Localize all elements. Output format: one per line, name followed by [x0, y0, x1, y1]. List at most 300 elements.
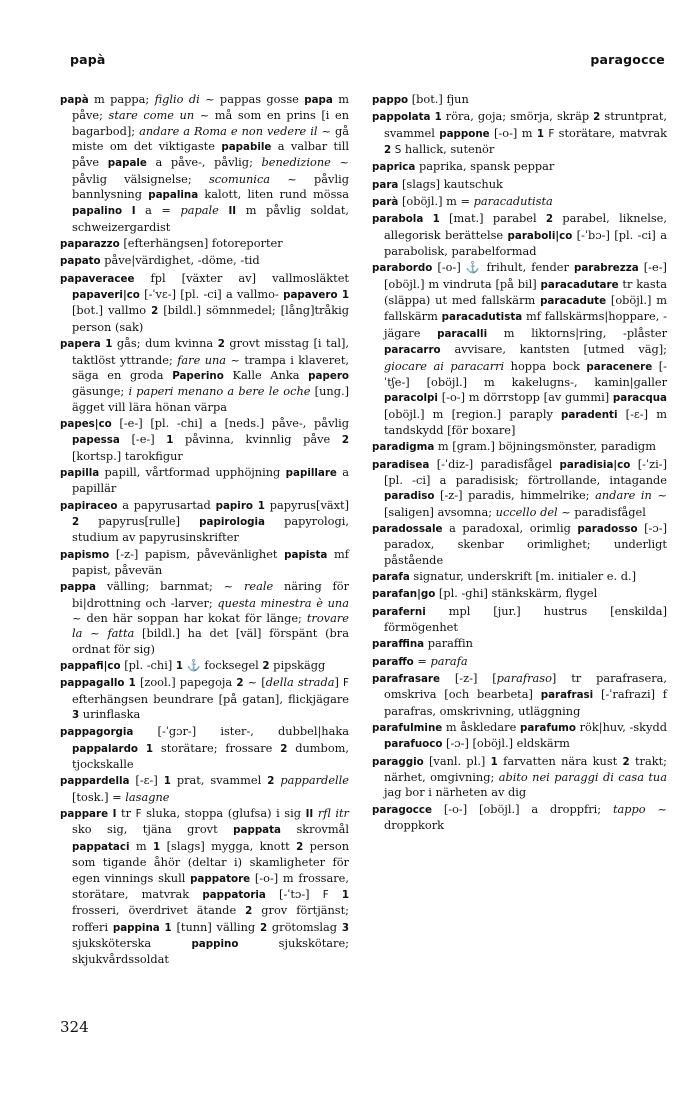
headword: pappardella — [60, 775, 130, 788]
headword: papes|co — [60, 417, 112, 430]
headword: para — [372, 178, 399, 191]
definition-text: gäsunge; — [72, 384, 129, 399]
definition-text: papyrus[rulle] — [79, 513, 200, 528]
definition-text: sko sig, tjäna grovt — [72, 822, 234, 837]
definition-text: [-o-] m frossare, storätare, matvrak — [72, 870, 349, 901]
dictionary-entry — [372, 194, 667, 210]
dictionary-entry — [60, 547, 349, 579]
definition-text: signatur, underskrift [m. initialer e. d.] — [409, 568, 637, 583]
dictionary-entry — [60, 724, 349, 772]
dictionary-entry — [60, 416, 349, 464]
headword: paraboli|co — [507, 229, 573, 242]
headword: paradisea — [372, 458, 430, 471]
headword: paraffina — [372, 638, 425, 651]
definition-text: [-ˈvɛ-] [pl. -ci] a vallmo- — [139, 287, 284, 302]
definition-text — [329, 887, 342, 901]
headword: parà — [372, 196, 399, 209]
example-phrase: fare una — [177, 352, 227, 367]
headword: papiro — [215, 499, 253, 512]
headword: parafumo — [520, 722, 576, 735]
definition-text: välling; barnmat; ~ — [96, 579, 244, 594]
dictionary-entry — [372, 521, 667, 568]
sense-number: 1 — [257, 499, 265, 512]
definition-text: mf papist, påvevän — [72, 546, 350, 577]
definition-text: prat, svammel — [170, 773, 268, 788]
headword: papismo — [60, 548, 110, 561]
headword: paracenere — [586, 360, 653, 373]
headword: paraferni — [372, 605, 426, 618]
headword: paragocce — [372, 803, 432, 816]
definition-text: paraffin — [424, 636, 473, 651]
definition-text: [zool.] papegoja — [135, 675, 237, 690]
usage-label: F — [322, 888, 329, 901]
definition-text: pipskägg — [269, 658, 326, 673]
sense-number: 2 — [151, 305, 159, 318]
definition-text: grötomslag — [267, 919, 342, 934]
dictionary-entry — [372, 654, 667, 670]
headword: papavero — [283, 289, 338, 302]
definition-text: m åskledare — [442, 720, 520, 735]
dictionary-entry — [372, 109, 667, 158]
definition-text: m pappa; — [88, 92, 155, 106]
definition-text: a = — [135, 203, 181, 218]
headword: papiraceo — [60, 499, 118, 512]
definition-text — [122, 203, 132, 217]
headword: papessa — [72, 434, 120, 447]
definition-text: ~ — [82, 626, 108, 641]
dictionary-entry — [372, 92, 667, 108]
definition-text: [bildl.] ha det [väl] förspänt (bra ordnat för sig) — [72, 626, 349, 656]
headword: papera — [60, 338, 101, 351]
sense-number: 1 — [105, 338, 113, 351]
definition-text: [bot.] fjun — [408, 92, 469, 106]
headword: parafrasare — [372, 673, 440, 686]
definition-text: tr kasta (släppa) ut med fallskärm — [384, 276, 667, 308]
sense-number: 1 — [536, 127, 544, 140]
example-phrase: paracadutista — [473, 194, 553, 209]
definition-text: ~ påvlig bannlysning — [72, 171, 349, 202]
headword: paradigma — [372, 441, 435, 454]
example-phrase: della strada — [265, 675, 335, 690]
definition-text: [tosk.] = — [72, 789, 126, 804]
dictionary-entry — [372, 720, 667, 753]
headword: papillare — [285, 466, 337, 479]
example-phrase: andare in — [595, 488, 652, 503]
usage-label: F — [343, 677, 349, 690]
definition-text: urinflaska — [79, 707, 141, 722]
definition-text: [-ɛ-] — [129, 773, 164, 788]
headword: paprica — [372, 161, 416, 174]
sense-number: 1 — [175, 660, 184, 673]
definition-text: ⚓ focksegel — [183, 658, 263, 673]
sense-number: 1 — [164, 921, 172, 934]
definition-text: fpl [växter av] vallmosläktet — [134, 270, 349, 285]
example-phrase: reale — [243, 579, 274, 594]
usage-label: F — [135, 808, 142, 821]
sense-number: 2 — [236, 677, 244, 690]
dictionary-entry — [372, 569, 667, 585]
headword: pappa — [60, 581, 97, 594]
headword: papirologia — [199, 515, 265, 528]
sense-number: 1 — [490, 755, 498, 768]
headword: paradiso — [384, 490, 435, 503]
definition-text: m [gram.] böjningsmönster, paradigm — [434, 439, 656, 454]
example-phrase: lasagne — [125, 789, 170, 804]
definition-text: [-e-] [pl. -chi] a [neds.] påve-, påvlig — [111, 415, 349, 430]
definition-text: m liktorns|ring, -plåster — [487, 325, 667, 340]
definition-text: [-o-] [oböjl.] a droppfri; — [431, 801, 613, 816]
headword: paracalli — [437, 327, 488, 340]
example-phrase: stare come un — [108, 108, 195, 123]
definition-text: hallick, sutenör — [401, 142, 495, 157]
dictionary-entry — [372, 159, 667, 175]
definition-text: [oböjl.] m = — [398, 194, 474, 209]
headword: pappolata — [372, 111, 431, 124]
dictionary-entry — [372, 802, 667, 834]
headword: parafa — [372, 570, 410, 583]
definition-text: [-ˈtʃe-] [oböjl.] m kakelugns-, kamin|galler — [384, 358, 667, 389]
headword: Paperino — [172, 369, 224, 382]
headword: paparazzo — [60, 238, 120, 251]
sense-number: 1 — [145, 742, 154, 755]
headword: pappino — [191, 937, 239, 950]
headword: parafulmine — [372, 722, 443, 735]
definition-text: [mat.] parabel — [439, 211, 546, 226]
headword: papa — [304, 94, 333, 106]
definition-text — [423, 211, 432, 225]
dictionary-entry — [60, 236, 349, 252]
definition-text: [-o-] ⚓ frihult, fender — [432, 260, 574, 275]
dictionary-entry — [60, 465, 349, 497]
definition-text: kalott, liten rund mössa — [198, 187, 349, 202]
definition-text: parabel, liknelse, allegorisk berättelse — [384, 211, 667, 242]
definition-text: ~ [saligen] avsomna; — [384, 488, 667, 519]
headword: pappare — [60, 808, 109, 821]
headword: pappina — [112, 921, 160, 934]
sense-number: 2 — [262, 660, 270, 673]
example-phrase: pappardelle — [280, 773, 350, 788]
example-phrase: uccello del — [495, 504, 558, 519]
headword: papaveri|co — [72, 289, 140, 302]
sense-number: 1 — [341, 888, 349, 901]
dictionary-entry — [372, 636, 667, 652]
sense-number: 2 — [72, 515, 80, 528]
sense-number: I — [112, 808, 117, 821]
definition-text: [-e-] [oböjl.] m vindruta [på bil] — [384, 260, 667, 291]
definition-text: ~ den här soppan har kokat för länge; — [72, 611, 307, 625]
definition-text: storätare, matvrak — [554, 125, 668, 140]
definition-text: [oböjl.] m fallskärm — [384, 293, 667, 324]
headword: paracadutare — [540, 278, 619, 291]
dictionary-entry — [372, 457, 667, 520]
definition-text: [pl. -ghi] stänkskärm, flygel — [435, 586, 598, 601]
example-phrase: fatta — [107, 626, 135, 641]
definition-text: [slags] kautschuk — [398, 176, 503, 191]
definition-text: näring för bi|drottning och -larver; — [72, 579, 350, 610]
definition-text: paprika, spansk peppar — [415, 159, 555, 174]
definition-text: [ung.] ägget vill lära hönan värpa — [72, 384, 350, 414]
headword: papaveracee — [60, 272, 135, 285]
headword: pappata — [233, 824, 282, 837]
usage-label: F — [548, 127, 555, 140]
headword: papà — [60, 94, 89, 106]
example-phrase: papale — [180, 203, 219, 218]
definition-text: a papyrusartad — [117, 497, 216, 512]
headword: paracadutista — [441, 311, 523, 324]
definition-text: m påvlig soldat, schweizergardist — [72, 203, 350, 234]
definition-text: farvatten nära kust — [497, 753, 623, 768]
sense-number: 2 — [593, 111, 601, 124]
headword: parabordo — [372, 262, 433, 275]
dictionary-entry — [372, 177, 667, 193]
definition-text: hoppa bock — [504, 358, 587, 373]
headword: parafrasi — [540, 689, 594, 702]
headword: pappalardo — [72, 742, 139, 755]
headword: papalino — [72, 205, 123, 218]
definition-text: [tunn] välling — [171, 919, 260, 934]
sense-number: 2 — [384, 144, 392, 157]
definition-text: ] — [334, 675, 344, 690]
definition-text: [-e-] — [119, 432, 167, 447]
dictionary-entry — [60, 675, 349, 723]
dictionary-column-left — [60, 92, 349, 969]
definition-text: [efterhängsen] fotoreporter — [119, 236, 283, 251]
sense-number: 2 — [341, 434, 349, 447]
definition-text: papill, vårtformad upphöjning — [99, 464, 286, 479]
definition-text: påvinna, kvinnlig påve — [173, 432, 342, 447]
definition-text: sjukskötare; skjukvårdssoldat — [72, 935, 349, 967]
definition-text: struntprat, svammel — [384, 109, 667, 140]
headword: pappagallo — [60, 677, 125, 690]
sense-number: 2 — [259, 921, 268, 934]
headword: paracqua — [612, 392, 667, 405]
definition-text: mf fallskärms|hoppare, -jägare — [384, 309, 667, 340]
definition-text: ] tr parafrasera, omskriva [och bearbeta] — [384, 671, 667, 702]
headword: papato — [60, 255, 101, 268]
headword: pappataci — [72, 840, 130, 853]
example-phrase: giocare ai paracarri — [384, 358, 505, 373]
sense-number: 2 — [217, 338, 225, 351]
definition-text: [-ˈzi-] [pl. -ci] a paradisisk; förtrollande, intagande — [384, 456, 667, 487]
headword: pappo — [372, 94, 409, 106]
definition-text: person som tigande åhör (deltar i) skamligheter för egen vinnings skull — [72, 838, 350, 885]
sense-number: 2 — [622, 755, 630, 768]
definition-text: påve|värdighet, -döme, -tid — [100, 253, 260, 268]
running-header-last-word: paragocce — [590, 52, 665, 67]
example-phrase: parafa — [430, 653, 468, 668]
sense-number: II — [305, 808, 314, 821]
definition-text: ~ [ — [243, 675, 266, 690]
headword: pappatoria — [202, 888, 266, 901]
definition-text: ~ pappas gosse — [199, 92, 305, 106]
headword: pappagorgia — [60, 726, 134, 739]
definition-text: = — [413, 653, 431, 668]
headword: papale — [107, 157, 147, 170]
example-phrase: questa minestra è una — [217, 595, 349, 610]
headword: parabola — [372, 213, 424, 226]
definition-text: efterhängsen beundrare [på gatan], flickjägare — [72, 691, 349, 706]
definition-text: a papillär — [72, 464, 349, 496]
definition-text: [-z-] papism, påvevänlighet — [109, 546, 285, 561]
sense-number: 1 — [163, 775, 171, 788]
definition-text: ~ trampa i klaveret, säga en groda — [72, 352, 349, 382]
example-phrase: andare a Roma e non vedere il — [139, 123, 318, 138]
definition-text: [-ˈdiz-] paradisfågel — [429, 456, 560, 471]
definition-text: mpl [jur.] hustrus [enskilda] förmögenhet — [384, 603, 667, 634]
definition-text: [-o-] m dörrstopp [av gummi] — [437, 390, 613, 405]
sense-number: 1 — [153, 840, 161, 853]
sense-number: 2 — [296, 840, 304, 853]
running-header-first-word: papà — [70, 52, 106, 67]
example-phrase: parafraso — [496, 671, 552, 686]
example-phrase: benedizione — [261, 155, 331, 170]
definition-text: papyrologi, studium av papyrusinskrifter — [72, 513, 349, 545]
headword: papero — [308, 369, 349, 382]
headword: parafan|go — [372, 588, 436, 601]
definition-text: sluka, stoppa (glufsa) i sig — [141, 806, 306, 821]
dictionary-column-right — [372, 92, 667, 834]
definition-text: [-ˈgɔr-] ister-, dubbel|haka — [133, 724, 349, 739]
example-phrase: trovare la — [72, 611, 349, 641]
sense-number: 1 — [434, 111, 442, 124]
definition-text: ~ påvlig välsignelse; — [72, 155, 349, 186]
example-phrase: rfl itr — [317, 806, 349, 821]
dictionary-entry — [60, 92, 349, 235]
definition-text: m påve; — [72, 92, 349, 123]
dictionary-entry — [60, 336, 349, 415]
definition-text: a valbar till påve — [72, 139, 349, 170]
dictionary-entry — [372, 671, 667, 719]
headword: papabile — [221, 141, 272, 154]
definition-text: ~ gå miste om det viktigaste — [72, 123, 349, 154]
definition-text: [-ɛ-] m tandskydd [för boxare] — [384, 406, 667, 437]
dictionary-entry — [372, 211, 667, 259]
definition-text: ~ droppkork — [384, 801, 667, 833]
definition-text: [kortsp.] tarokfigur — [72, 448, 183, 463]
headword: pappafi|co — [60, 660, 121, 673]
definition-text: m — [129, 838, 154, 853]
headword: paradisia|co — [559, 458, 631, 471]
definition-text: storätare; frossare — [153, 740, 281, 755]
example-phrase: i paperi menano a bere le oche — [128, 384, 311, 399]
sense-number: 1 — [341, 289, 349, 302]
sense-number: 2 — [267, 775, 275, 788]
headword: paraffo — [372, 655, 414, 668]
sense-number: 3 — [341, 921, 349, 934]
definition-text: grov förtjänst; rofferi — [72, 903, 349, 934]
headword: papista — [284, 548, 328, 561]
dictionary-entry — [60, 773, 349, 805]
definition-text: gås; dum kvinna — [112, 336, 218, 351]
headword: paraggio — [372, 755, 424, 768]
definition-text: skrovmål — [281, 822, 349, 837]
definition-text: ~ paradisfågel — [557, 504, 646, 519]
sense-number: I — [131, 205, 136, 218]
definition-text: tr — [116, 806, 136, 821]
definition-text: [-ˈbɔ-] [pl. -ci] a parabolisk, parabelformad — [384, 227, 667, 259]
headword: paracarro — [384, 344, 441, 357]
definition-text: avvisare, kantsten [utmed väg]; — [440, 342, 667, 357]
headword: paradosso — [577, 522, 638, 535]
dictionary-entry — [372, 586, 667, 602]
headword: parabrezza — [573, 262, 639, 275]
headword: papalina — [148, 189, 199, 202]
dictionary-entry — [60, 253, 349, 269]
definition-text: [slags] mygga, knott — [160, 838, 297, 853]
definition-text: jag bor i närheten av dig — [384, 785, 527, 800]
sense-number: 1 — [166, 434, 174, 447]
dictionary-entry — [60, 658, 349, 674]
definition-text: [oböjl.] m [region.] paraply — [384, 406, 562, 421]
example-phrase: scomunica — [208, 171, 271, 186]
sense-number: 2 — [545, 213, 554, 226]
headword: pappone — [439, 127, 490, 140]
example-phrase: tappo — [612, 801, 646, 816]
dictionary-entry — [60, 271, 349, 335]
definition-text: frosseri, överdrivet ätande — [72, 903, 246, 918]
headword: papilla — [60, 466, 100, 479]
headword: paradossale — [372, 522, 443, 535]
headword: pappatore — [190, 872, 251, 885]
definition-text — [138, 741, 146, 755]
definition-text: rök|huv, -skydd — [575, 720, 667, 735]
definition-text: ~ må som en prins [i en bagarbod]; — [72, 108, 349, 138]
usage-label: S — [394, 144, 402, 157]
definition-text: grovt misstag [i tal], taktlöst yttrande; — [72, 336, 349, 367]
definition-text: a påve-, påvlig; — [146, 155, 262, 170]
definition-text: [bildl.] sömnmedel; [lång]tråkig person (sak) — [72, 303, 349, 334]
definition-text: papyrus[växt] — [264, 497, 349, 512]
definition-text: [-ˈrafrazi] f parafras, omskrivning, utläggning — [384, 687, 667, 718]
definition-text: dumbom, tjockskalle — [72, 740, 350, 772]
definition-text: Kalle Anka — [223, 367, 309, 382]
page-number: 324 — [60, 1018, 89, 1036]
sense-number: 3 — [72, 709, 80, 722]
sense-number: 2 — [245, 905, 253, 918]
sense-number: 2 — [280, 742, 288, 755]
headword: paradenti — [561, 408, 618, 421]
dictionary-entry — [372, 604, 667, 636]
sense-number: 1 — [432, 213, 440, 226]
definition-text: [pl. -chi] — [120, 658, 176, 673]
sense-number: 1 — [128, 677, 136, 690]
definition-text: [vanl. pl.] — [423, 753, 491, 768]
dictionary-entry — [372, 439, 667, 455]
definition-text: röra, goja; smörja, skräp — [441, 109, 594, 124]
definition-text: [-z-] [ — [440, 671, 497, 686]
definition-text: [-o-] m — [489, 125, 537, 140]
definition-text: [-z-] paradis, himmelrike; — [434, 488, 596, 503]
definition-text: [-ɔ-] [oböjl.] eldskärm — [442, 736, 570, 751]
definition-text: a paradoxal, orimlig — [442, 520, 578, 535]
definition-text: trakt; närhet, omgivning; — [384, 753, 667, 785]
definition-text: [-ɔ-] paradox, skenbar orimlighet; underligt påstående — [384, 520, 667, 567]
headword: parafuoco — [384, 738, 443, 751]
example-phrase: abito nei paraggi di casa tua — [498, 770, 667, 785]
dictionary-entry — [372, 754, 667, 801]
sense-number: II — [228, 205, 237, 218]
definition-text: [bot.] vallmo — [72, 303, 152, 318]
definition-text: sjuksköterska — [72, 935, 192, 950]
headword: paracolpi — [384, 392, 438, 405]
dictionary-entry — [372, 260, 667, 438]
headword: paracadute — [540, 295, 607, 308]
dictionary-entry — [60, 806, 349, 967]
definition-text: [-ˈtɔ-] — [265, 886, 323, 901]
dictionary-entry — [60, 579, 349, 657]
example-phrase: figlio di — [154, 92, 200, 106]
dictionary-entry — [60, 498, 349, 546]
